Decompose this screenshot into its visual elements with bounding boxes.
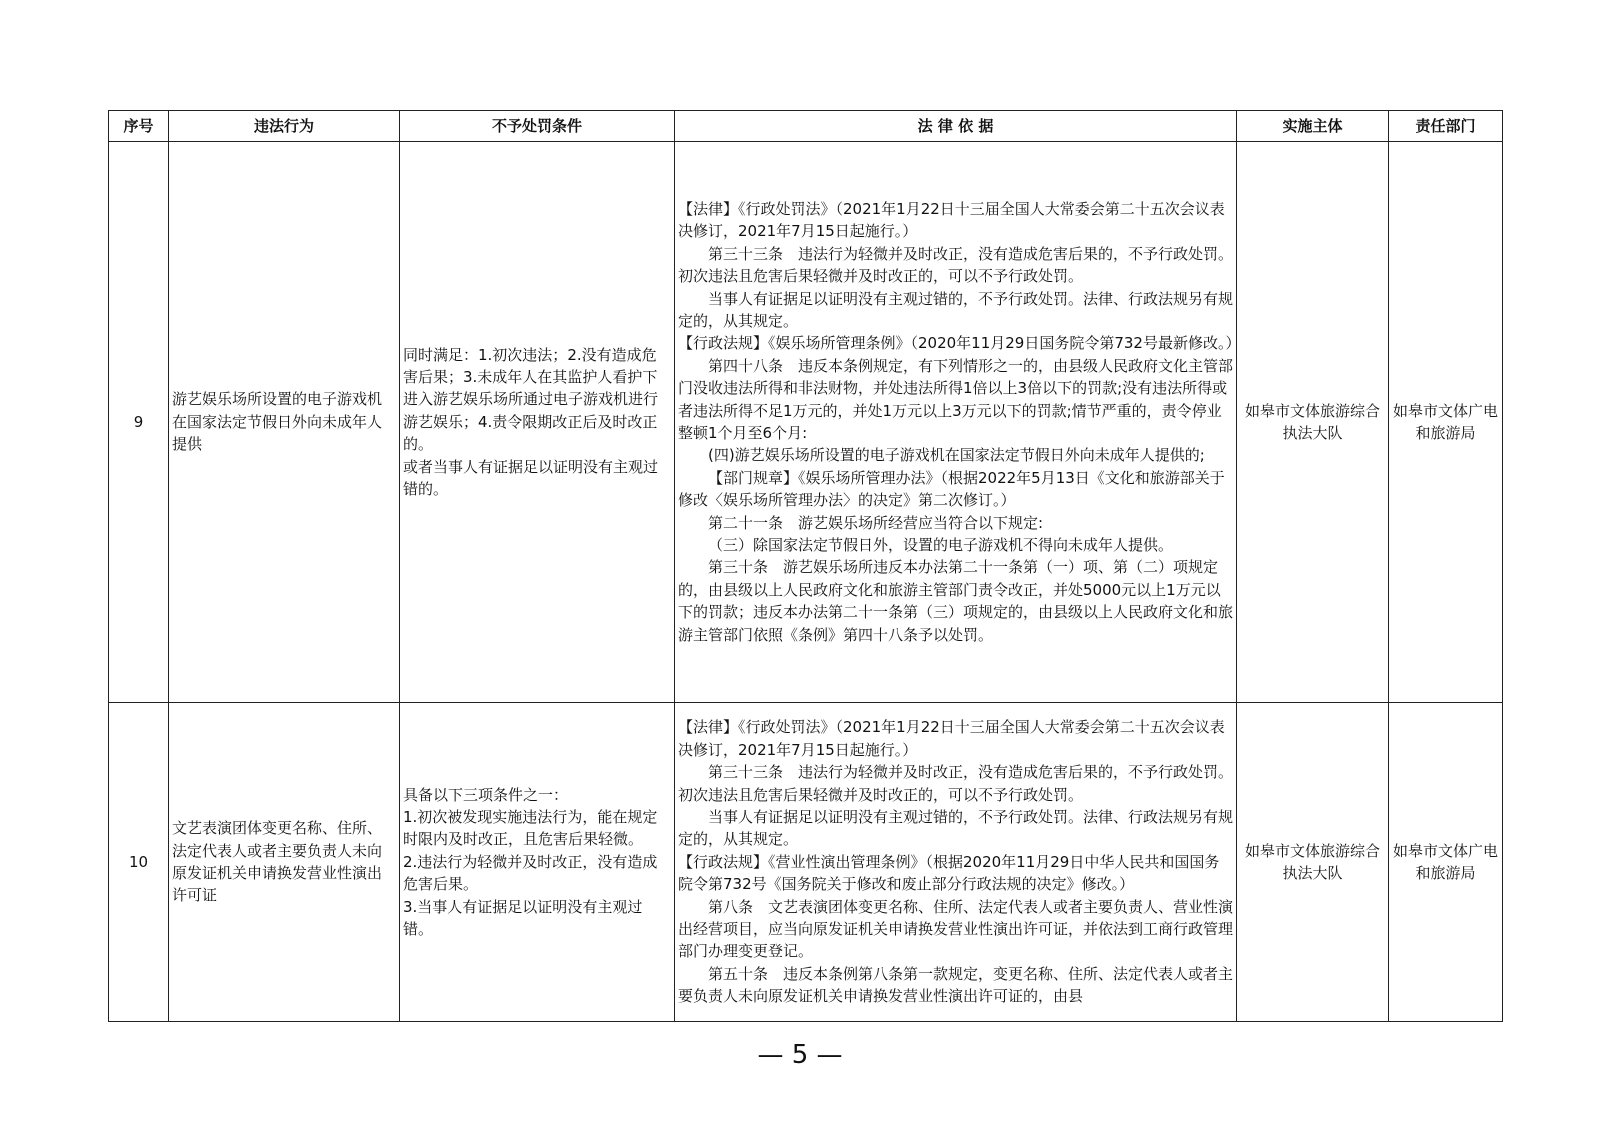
header-violation: 违法行为 — [169, 111, 400, 142]
violation-text: 文艺表演团体变更名称、住所、法定代表人或者主要负责人未向原发证机关申请换发营业性演出许可证 — [169, 703, 400, 1022]
header-legal-basis: 法 律 依 据 — [675, 111, 1237, 142]
basis-heading-law: 【法律】《行政处罚法》（2021年1月22日十三届全国人大常委会第二十五次会议表决修订，2021年7月15日起施行。） — [678, 199, 1225, 241]
condition-line: 或者当事人有证据足以证明没有主观过错的。 — [403, 457, 659, 499]
header-exemption-conditions: 不予处罚条件 — [400, 111, 675, 142]
legal-basis — [675, 142, 1241, 703]
page-number: — 5 — — [757, 1040, 843, 1070]
implementing-body: 如皋市文体旅游综合执法大队 — [1237, 142, 1389, 703]
basis-heading-regulation: 【行政法规】《娱乐场所管理条例》（2020年11月29日国务院令第732号最新修改。） — [678, 334, 1241, 353]
responsible-department: 如皋市文体广电和旅游局 — [1389, 703, 1503, 1022]
implementing-body: 如皋市文体旅游综合执法大队 — [1237, 703, 1389, 1022]
condition-line: 具备以下三项条件之一： — [403, 785, 569, 804]
basis-paragraph: 第八条 文艺表演团体变更名称、住所、法定代表人或者主要负责人、营业性演出经营项目，应当向原发证机关申请换发营业性演出许可证，并依法到工商行政管理部门办理变更登记。 — [678, 897, 1234, 961]
basis-heading-law: 【法律】《行政处罚法》（2021年1月22日十三届全国人大常委会第二十五次会议表决修订，2021年7月15日起施行。） — [678, 718, 1225, 759]
basis-paragraph: 第三十三条 违法行为轻微并及时改正，没有造成危害后果的，不予行政处罚。初次违法且危害后果轻微并及时改正的，可以不予行政处罚。 — [678, 244, 1234, 286]
basis-paragraph: （三）除国家法定节假日外，设置的电子游戏机不得向未成年人提供。 — [708, 536, 1174, 555]
responsible-department: 如皋市文体广电和旅游局 — [1389, 142, 1503, 703]
condition-line: 3.当事人有证据足以证明没有主观过错。 — [403, 897, 643, 939]
condition-line: 同时满足：1.初次违法；2.没有造成危害后果；3.未成年人在其监护人看护下进入游艺娱乐场所通过电子游戏机进行游艺娱乐；4.责令限期改正后及时改正的。 — [403, 345, 659, 454]
basis-paragraph: 第五十条 违反本条例第八条第一款规定，变更名称、住所、法定代表人或者主要负责人未向原发证机关申请换发营业性演出许可证的，由县 — [678, 964, 1234, 1006]
exemption-conditions — [400, 142, 675, 703]
row-number: 9 — [109, 142, 169, 703]
basis-paragraph: 第三十条 游艺娱乐场所违反本办法第二十一条第（一）项、第（二）项规定的，由县级以上人民政府文化和旅游主管部门责令改正，并处5000元以上1万元以下的罚款；违反本办法第二十一条第（三）项规定的，由县级以上人民政府文化和旅游主管部门依照《条例》第四十八条予以处罚。 — [678, 558, 1234, 644]
table-row — [109, 142, 1503, 703]
basis-paragraph: 第三十三条 违法行为轻微并及时改正，没有造成危害后果的，不予行政处罚。初次违法且危害后果轻微并及时改正的，可以不予行政处罚。 — [678, 763, 1234, 804]
row-number: 10 — [109, 703, 169, 1022]
basis-paragraph: 当事人有证据足以证明没有主观过错的，不予行政处罚。法律、行政法规另有规定的，从其规定。 — [678, 289, 1234, 330]
header-responsible-department: 责任部门 — [1389, 111, 1503, 142]
legal-basis — [675, 703, 1237, 1022]
enforcement-table — [108, 110, 1503, 1022]
table-row — [109, 703, 1503, 1022]
condition-line: 2.违法行为轻微并及时改正，没有造成危害后果。 — [403, 852, 658, 894]
basis-paragraph: (四)游艺娱乐场所设置的电子游戏机在国家法定节假日外向未成年人提供的; — [708, 446, 1205, 465]
exemption-conditions — [400, 703, 675, 1022]
header-implementing-body: 实施主体 — [1237, 111, 1389, 142]
header-number: 序号 — [109, 111, 169, 142]
condition-line: 1.初次被发现实施违法行为，能在规定时限内及时改正，且危害后果轻微。 — [403, 807, 658, 849]
violation-text: 游艺娱乐场所设置的电子游戏机在国家法定节假日外向未成年人提供 — [169, 142, 400, 703]
basis-heading-rule: 【部门规章】《娱乐场所管理办法》（根据2022年5月13日《文化和旅游部关于修改〈娱乐场所管理办法〉的决定》第二次修订。） — [678, 468, 1225, 510]
header-row — [109, 111, 1503, 142]
basis-heading-regulation: 【行政法规】《营业性演出管理条例》（根据2020年11月29日中华人民共和国国务院令第732号《国务院关于修改和废止部分行政法规的决定》修改。） — [678, 852, 1220, 894]
basis-paragraph: 第二十一条 游艺娱乐场所经营应当符合以下规定: — [708, 513, 1044, 532]
basis-paragraph: 第四十八条 违反本条例规定，有下列情形之一的，由县级人民政府文化主管部门没收违法所得和非法财物，并处违法所得1倍以上3倍以下的罚款;没有违法所得或者违法所得不足1万元的，并处1万元以上3万元以下的罚款;情节严重的，责令停业整顿1个月至6个月: — [678, 356, 1234, 442]
basis-paragraph: 当事人有证据足以证明没有主观过错的，不予行政处罚。法律、行政法规另有规定的，从其规定。 — [678, 807, 1234, 849]
